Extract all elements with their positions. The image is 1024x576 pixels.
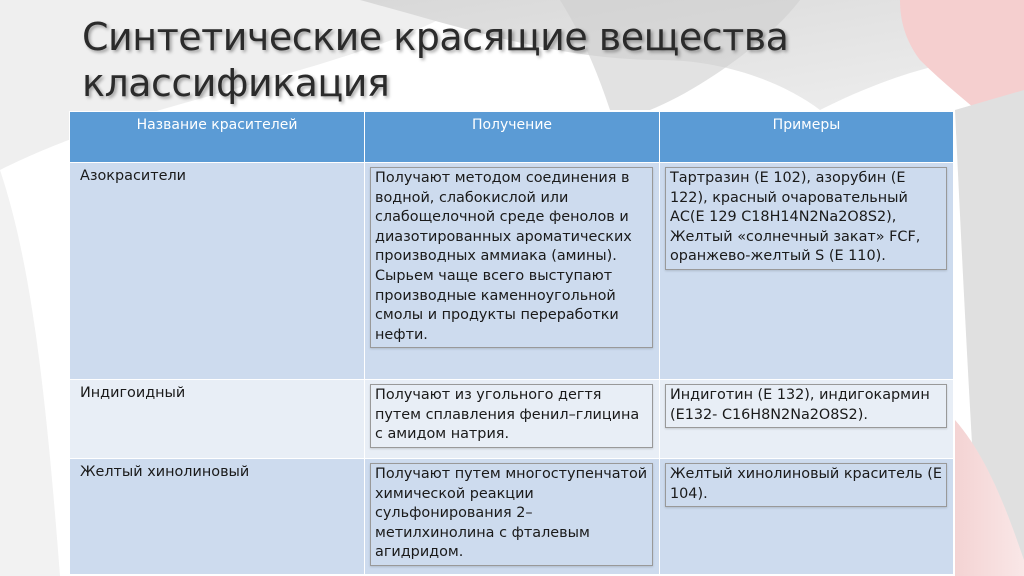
cell-production xyxy=(365,163,660,380)
cell-examples xyxy=(660,163,954,380)
title-line-2: классификация xyxy=(82,61,390,105)
header-examples: Примеры xyxy=(660,112,954,163)
header-dye-name: Название красителей xyxy=(70,112,365,163)
dye-name-text: Азокрасители xyxy=(80,168,186,184)
cell-dye-name xyxy=(70,459,365,575)
cell-production xyxy=(365,380,660,459)
cell-examples xyxy=(660,380,954,459)
cell-dye-name xyxy=(70,163,365,380)
cell-dye-name xyxy=(70,380,365,459)
slide-title xyxy=(82,14,788,106)
examples-text: Тартразин (Е 102), азорубин (Е 122), красный очаровательный АС(Е 129 C18H14N2Na2O8S2), Желтый «солнечный закат» FCF, оранжево-желтый S (Е 110). xyxy=(665,167,947,270)
table-row xyxy=(70,380,954,459)
cell-examples xyxy=(660,459,954,575)
examples-text: Индиготин (Е 132), индигокармин (E132- C16H8N2Na2O8S2). xyxy=(665,384,947,428)
examples-text: Желтый хинолиновый краситель (Е 104). xyxy=(665,463,947,507)
production-text: Получают из угольного дегтя путем сплавления фенил–глицина с амидом натрия. xyxy=(370,384,653,448)
dye-name-text: Желтый хинолиновый xyxy=(80,464,250,480)
cell-production xyxy=(365,459,660,575)
table-row xyxy=(70,163,954,380)
header-production: Получение xyxy=(365,112,660,163)
dye-classification-table xyxy=(69,111,954,575)
dye-name-text: Индигоидный xyxy=(80,385,186,401)
production-text: Получают методом соединения в водной, слабокислой или слабощелочной среде фенолов и диазотированных ароматических производных аммиака (амины). Сырьем чаще всего выступают производные каменноугольной смолы и продукты переработки нефти. xyxy=(370,167,653,348)
table-row xyxy=(70,459,954,575)
production-text: Получают путем многоступенчатой химической реакции сульфонирования 2–метилхинолина с фталевым агидридом. xyxy=(370,463,653,566)
table-header-row xyxy=(70,112,954,163)
title-line-1: Синтетические красящие вещества xyxy=(82,15,789,59)
